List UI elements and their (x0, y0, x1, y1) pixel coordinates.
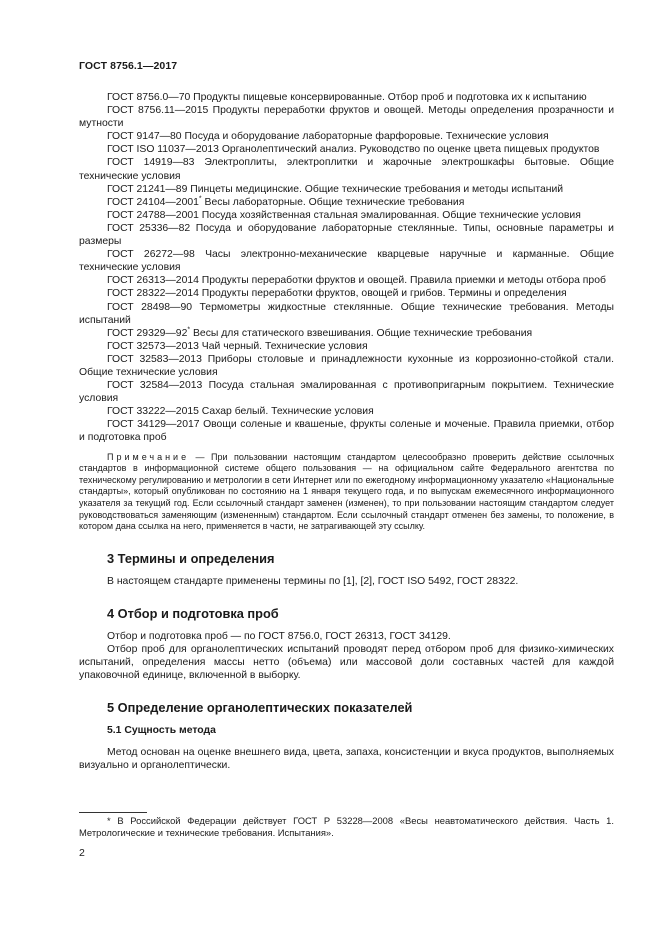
reference-item: ГОСТ 9147—80 Посуда и оборудование лабораторные фарфоровые. Технические условия (107, 131, 549, 143)
normative-references-list (79, 91, 614, 445)
reference-item: ГОСТ 8756.0—70 Продукты пищевые консервированные. Отбор проб и подготовка их к испытанию (107, 92, 587, 103)
section-5-heading: 5 Определение органолептических показателей (107, 700, 413, 716)
note-paragraph (79, 452, 614, 533)
reference-item: ГОСТ 8756.11—2015 Продукты переработки фруктов и овощей. Методы определения прозрачности и мутности (79, 105, 614, 130)
reference-code: ГОСТ 24104—2001 (107, 196, 199, 208)
document-header: ГОСТ 8756.1—2017 (79, 60, 178, 72)
reference-item: ГОСТ 32573—2013 Чай черный. Технические условия (107, 340, 368, 352)
reference-item (79, 327, 614, 340)
reference-item: ГОСТ 25336—82 Посуда и оборудование лабораторные стеклянные. Типы, основные параметры и размеры (79, 222, 614, 248)
footnote-mark: * (107, 815, 111, 826)
section-4-paragraph-1: Отбор и подготовка проб — по ГОСТ 8756.0, ГОСТ 26313, ГОСТ 34129. (107, 630, 451, 642)
footnote (79, 815, 614, 839)
reference-title: Весы для статического взвешивания. Общие технические требования (190, 327, 533, 339)
reference-item: ГОСТ 14919—83 Электроплиты, электроплитки и жарочные электрошкафы бытовые. Общие технические условия (79, 157, 614, 182)
note-label: Примечание (107, 451, 190, 462)
reference-item: ГОСТ ISO 11037—2013 Органолептический анализ. Руководство по оценке цвета пищевых продуктов (107, 144, 600, 156)
reference-item: ГОСТ 33222—2015 Сахар белый. Технические условия (107, 406, 374, 418)
section-4 (79, 607, 614, 682)
reference-code: ГОСТ 29329—92 (107, 327, 188, 339)
reference-item: ГОСТ 28322—2014 Продукты переработки фруктов, овощей и грибов. Термины и определения (107, 288, 567, 300)
reference-title: Весы лабораторные. Общие технические требования (201, 196, 465, 208)
note-text: — При пользовании настоящим стандартом целесообразно проверить действие ссылочных стандартов в информационной системе общего пользования — на официальном сайте Федерального агентства по техническому регулированию и метрологии в сети Интернет или по ежегодному информационному указателю «Национальные стандарты», который опубликован по состоянию на 1 января текущего года, и по выпускам ежемесячного информационного указателя за текущий год. Если ссылочный стандарт заменен (изменен), то при пользовании настоящим стандартом следует руководствоваться заменяющим (измененным) стандартом. Если ссылочный стандарт отменен без замены, то положение, в котором дана ссылка на него, применяется в части, не затрагивающей эту ссылку. (79, 451, 614, 532)
footnote-separator (79, 812, 147, 813)
section-3-text: В настоящем стандарте применены термины по [1], [2], ГОСТ ISO 5492, ГОСТ 28322. (107, 575, 519, 587)
section-4-paragraph-2: Отбор проб для органолептических испытаний проводят перед отбором проб для физико-химических испытаний, определения массы нетто (объема) или массовой доли составных частей для каждой упаковочной единице, включенной в выборку. (79, 644, 614, 682)
section-3-heading: 3 Термины и определения (107, 550, 275, 566)
page-number: 2 (79, 847, 85, 859)
reference-item: ГОСТ 32583—2013 Приборы столовые и принадлежности кухонные из коррозионно-стойкой стали. Общие технические условия (79, 353, 614, 378)
reference-item: ГОСТ 26313—2014 Продукты переработки фруктов и овощей. Правила приемки и методы отбора проб (107, 275, 606, 287)
subsection-5-1-heading: 5.1 Сущность метода (107, 725, 216, 737)
reference-item: ГОСТ 21241—89 Пинцеты медицинские. Общие технические требования и методы испытаний (107, 183, 564, 195)
section-5 (79, 701, 614, 771)
reference-item: ГОСТ 24788—2001 Посуда хозяйственная стальная эмалированная. Общие технические условия (107, 209, 581, 221)
footnote-marker: * (198, 195, 202, 203)
reference-item: ГОСТ 26272—98 Часы электронно-механические кварцевые наручные и карманные. Общие технические условия (79, 249, 614, 274)
document-body (79, 91, 614, 772)
section-5-text: Метод основан на оценке внешнего вида, цвета, запаха, консистенции и вкуса продуктов, выполняемых визуально и органолептически. (79, 746, 614, 771)
section-4-heading: 4 Отбор и подготовка проб (107, 605, 279, 621)
reference-item: ГОСТ 28498—90 Термометры жидкостные стеклянные. Общие технические требования. Методы испытаний (79, 301, 614, 326)
section-3 (79, 552, 614, 588)
reference-item (79, 196, 614, 209)
footnote-text: В Российской Федерации действует ГОСТ Р 53228—2008 «Весы неавтоматического действия. Часть 1. Метрологические и технические требования. Испытания». (79, 815, 614, 839)
reference-item: ГОСТ 34129—2017 Овощи соленые и квашеные, фрукты соленые и моченые. Правила приемки, отбор и подготовка проб (79, 419, 614, 444)
footnote-marker: * (187, 326, 191, 334)
reference-item: ГОСТ 32584—2013 Посуда стальная эмалированная с противопригарным покрытием. Технические условия (79, 380, 614, 405)
